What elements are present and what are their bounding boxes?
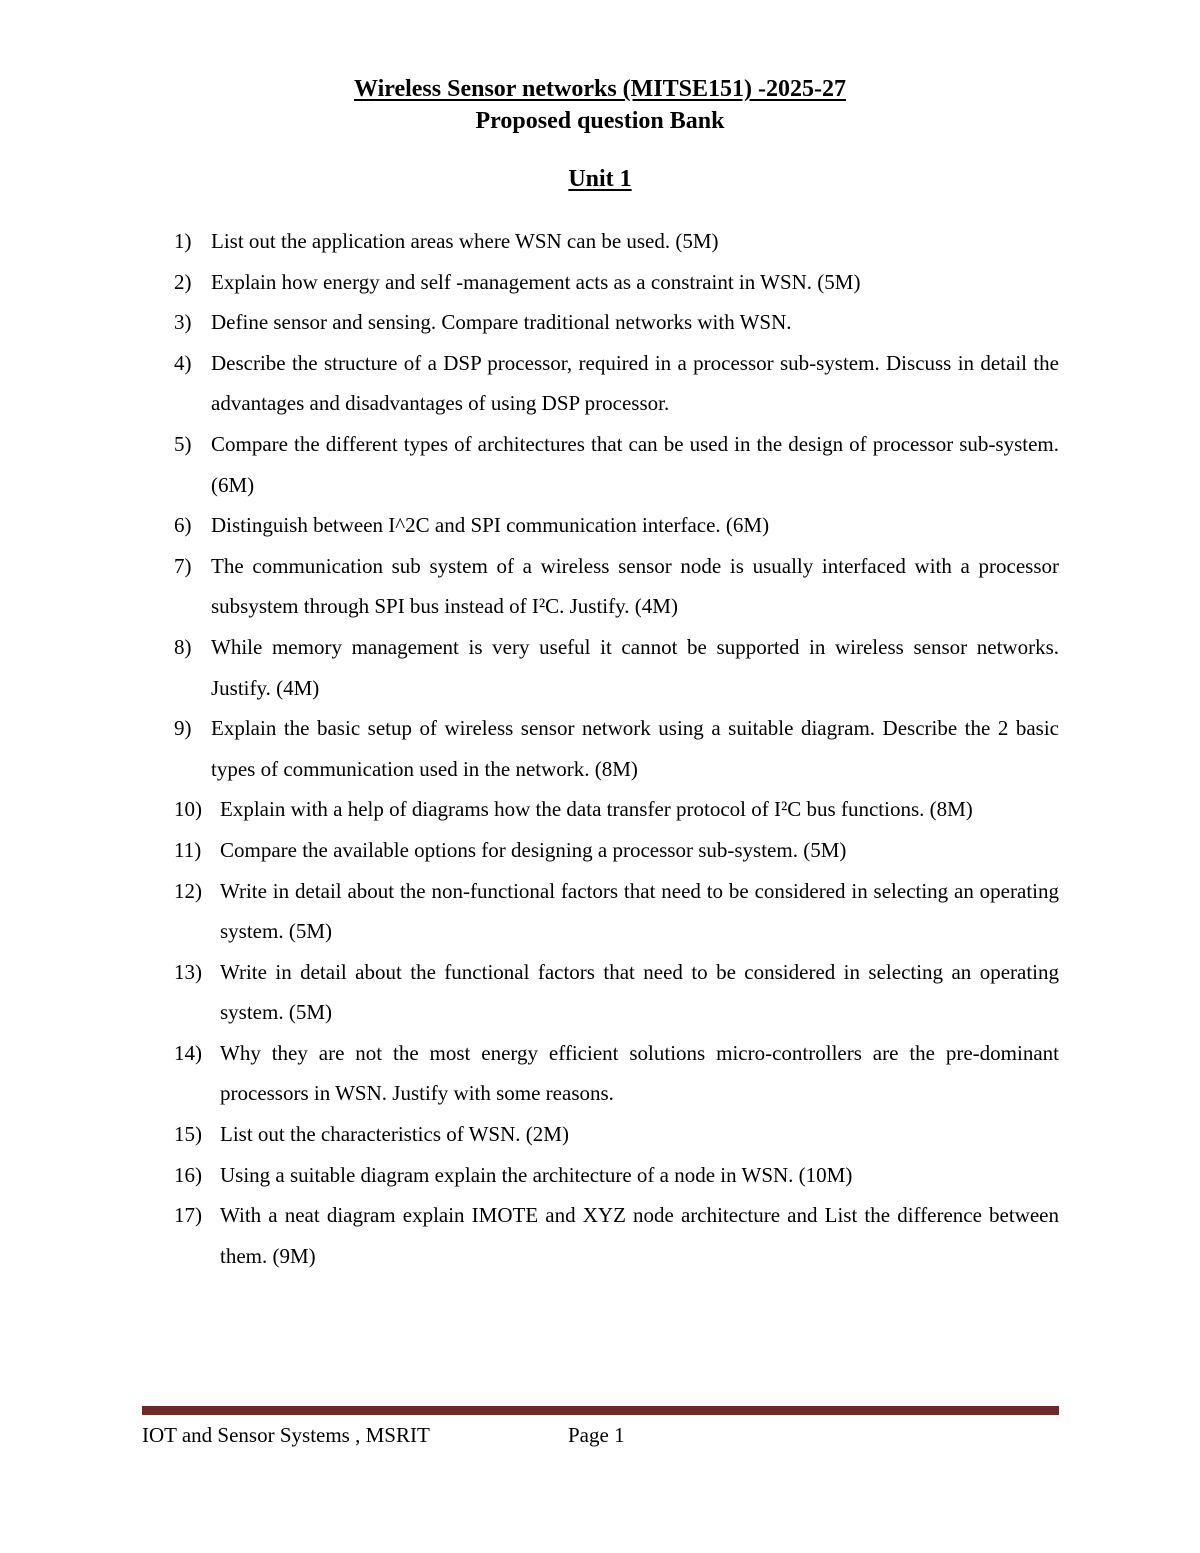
question-text: List out the application areas where WSN can be used. (5M)	[211, 229, 719, 253]
question-text: List out the characteristics of WSN. (2M)	[220, 1122, 569, 1147]
question-number: 13)	[174, 959, 202, 984]
question-item	[174, 343, 1059, 424]
question-text: Compare the available options for designing a processor sub-system. (5M)	[220, 837, 847, 862]
question-number: 3)	[174, 310, 192, 335]
question-number: 15)	[174, 1122, 202, 1147]
question-item	[174, 708, 1059, 789]
question-item	[174, 1033, 1059, 1114]
question-number: 10)	[174, 797, 202, 822]
unit-heading: Unit 1	[568, 166, 632, 192]
question-number: 7)	[174, 553, 192, 578]
question-number: 12)	[174, 878, 202, 903]
question-text: The communication sub system of a wireless sensor node is usually interfaced with a processor subsystem through SPI bus instead of I²C. Justify. (4M)	[211, 553, 1059, 619]
question-text: Explain how energy and self -management acts as a constraint in WSN. (5M)	[211, 269, 861, 294]
question-item	[174, 1195, 1059, 1276]
page-number: Page 1	[568, 1423, 625, 1447]
question-item	[174, 221, 1059, 262]
question-number: 11)	[174, 837, 202, 862]
question-item	[174, 546, 1059, 627]
question-item	[174, 830, 1059, 871]
question-text: Explain the basic setup of wireless sensor network using a suitable diagram. Describe the 2 basic types of communication used in the network. (8M)	[211, 716, 1059, 781]
question-item	[174, 424, 1059, 505]
question-text: Why they are not the most energy efficient solutions micro-controllers are the pre-dominant processors in WSN. Justify with some reasons.	[220, 1040, 1059, 1106]
question-item	[174, 952, 1059, 1033]
question-text: Using a suitable diagram explain the architecture of a node in WSN. (10M)	[220, 1162, 853, 1187]
question-item	[174, 627, 1059, 708]
question-text: Write in detail about the non-functional factors that need to be considered in selecting an operating system. (5M)	[220, 878, 1059, 944]
question-text: Explain with a help of diagrams how the data transfer protocol of I²C bus functions. (8M)	[220, 797, 973, 822]
question-number: 2)	[174, 269, 192, 294]
footer-divider	[142, 1406, 1059, 1415]
question-number: 17)	[174, 1203, 202, 1228]
question-item	[174, 789, 1059, 830]
question-text: With a neat diagram explain IMOTE and XYZ node architecture and List the difference between them. (9M)	[220, 1203, 1059, 1268]
question-number: 5)	[174, 431, 192, 456]
question-number: 16)	[174, 1162, 202, 1187]
question-number: 6)	[174, 513, 192, 538]
question-item	[174, 1155, 1059, 1196]
question-text: Compare the different types of architectures that can be used in the design of processor sub-system. (6M)	[211, 431, 1059, 497]
question-text: Distinguish between I^2C and SPI communication interface. (6M)	[211, 513, 770, 538]
question-item	[174, 262, 1059, 303]
question-text: Write in detail about the functional factors that need to be considered in selecting an operating system. (5M)	[220, 959, 1059, 1025]
question-number: 14)	[174, 1040, 202, 1065]
question-number: 9)	[174, 716, 192, 741]
question-item	[174, 1114, 1059, 1155]
question-text: Describe the structure of a DSP processor, required in a processor sub-system. Discuss in detail the advantages and disadvantages of using DSP processor.	[211, 350, 1059, 416]
question-item	[174, 871, 1059, 952]
page-title: Wireless Sensor networks (MITSE151) -2025-27	[354, 76, 846, 102]
question-text: While memory management is very useful it cannot be supported in wireless sensor networks. Justify. (4M)	[211, 634, 1059, 700]
question-text: Define sensor and sensing. Compare traditional networks with WSN.	[211, 310, 792, 335]
footer-institution: IOT and Sensor Systems , MSRIT	[142, 1423, 430, 1447]
page-subtitle: Proposed question Bank	[475, 108, 725, 134]
question-number: 8)	[174, 634, 192, 659]
question-number: 4)	[174, 350, 192, 375]
question-number: 1)	[174, 229, 192, 253]
question-list	[174, 221, 1059, 1276]
question-item	[174, 505, 1059, 546]
question-item	[174, 302, 1059, 343]
